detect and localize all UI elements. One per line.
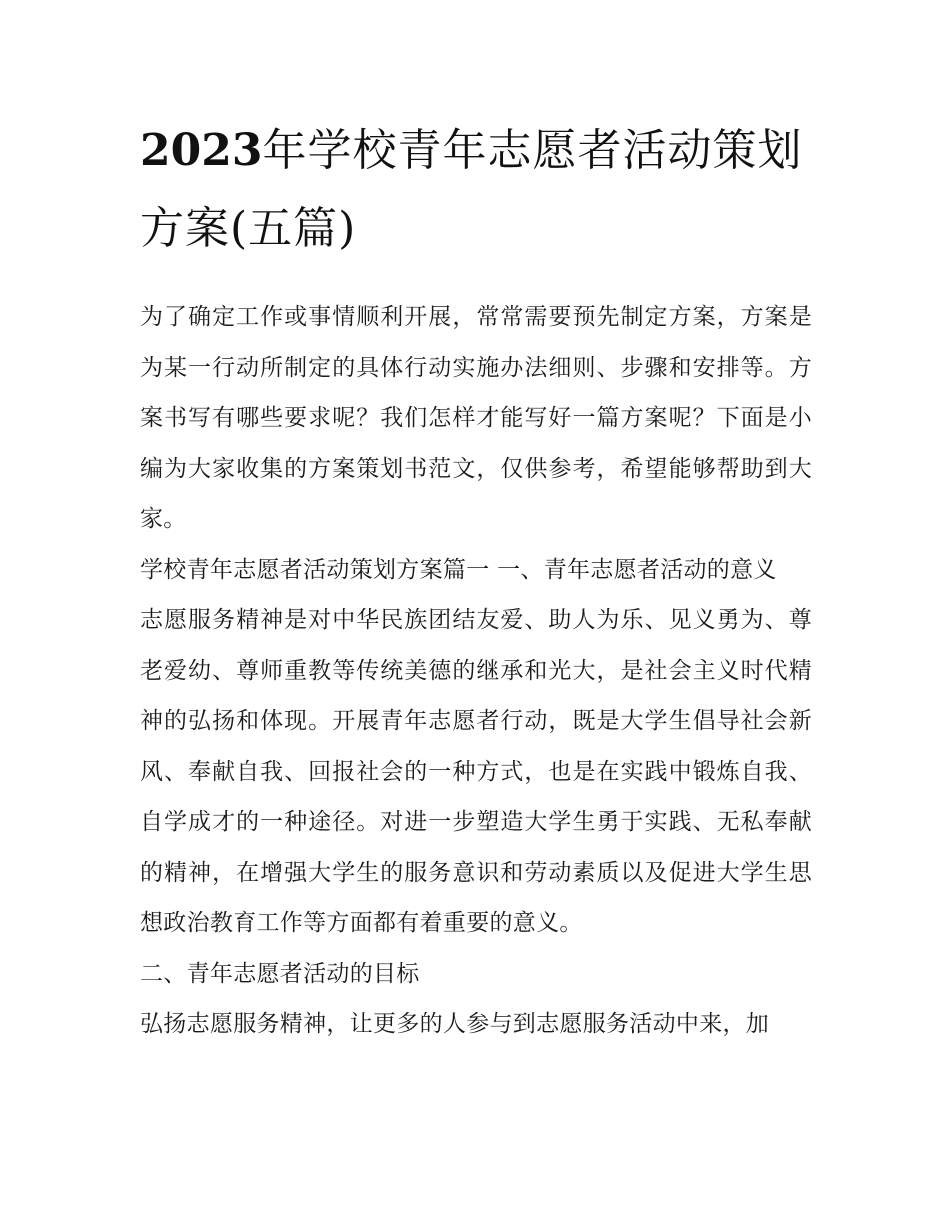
title-year: 2023 — [140, 125, 263, 176]
section-heading-part1: 学校青年志愿者活动策划方案篇一 一、青年志愿者活动的意义 — [140, 556, 777, 583]
title-text: 年学校青年志愿者活动策划方案(五篇) — [140, 125, 803, 254]
document-title — [140, 112, 812, 268]
goals-paragraph: 弘扬志愿服务精神，让更多的人参与到志愿服务活动中来，加 — [140, 1011, 770, 1037]
section-heading-goals: 二、青年志愿者活动的目标 — [140, 960, 420, 987]
intro-paragraph: 为了确定工作或事情顺利开展，常常需要预先制定方案，方案是为某一行动所制定的具体行动实施办法细则、步骤和安排等。方案书写有哪些要求呢？我们怎样才能写好一篇方案呢？下面是小编为大家收集的方案策划书范文，仅供参考，希望能够帮助到大家。 — [140, 304, 812, 532]
significance-paragraph: 志愿服务精神是对中华民族团结友爱、助人为乐、见义勇为、尊老爱幼、尊师重教等传统美德的继承和光大，是社会主义时代精神的弘扬和体现。开展青年志愿者行动，既是大学生倡导社会新风、奉献自我、回报社会的一种方式，也是在实践中锻炼自我、自学成才的一种途径。对进一步塑造大学生勇于实践、无私奉献的精神，在增强大学生的服务意识和劳动素质以及促进大学生思想政治教育工作等方面都有着重要的意义。 — [140, 607, 812, 936]
document-body — [140, 112, 812, 1050]
